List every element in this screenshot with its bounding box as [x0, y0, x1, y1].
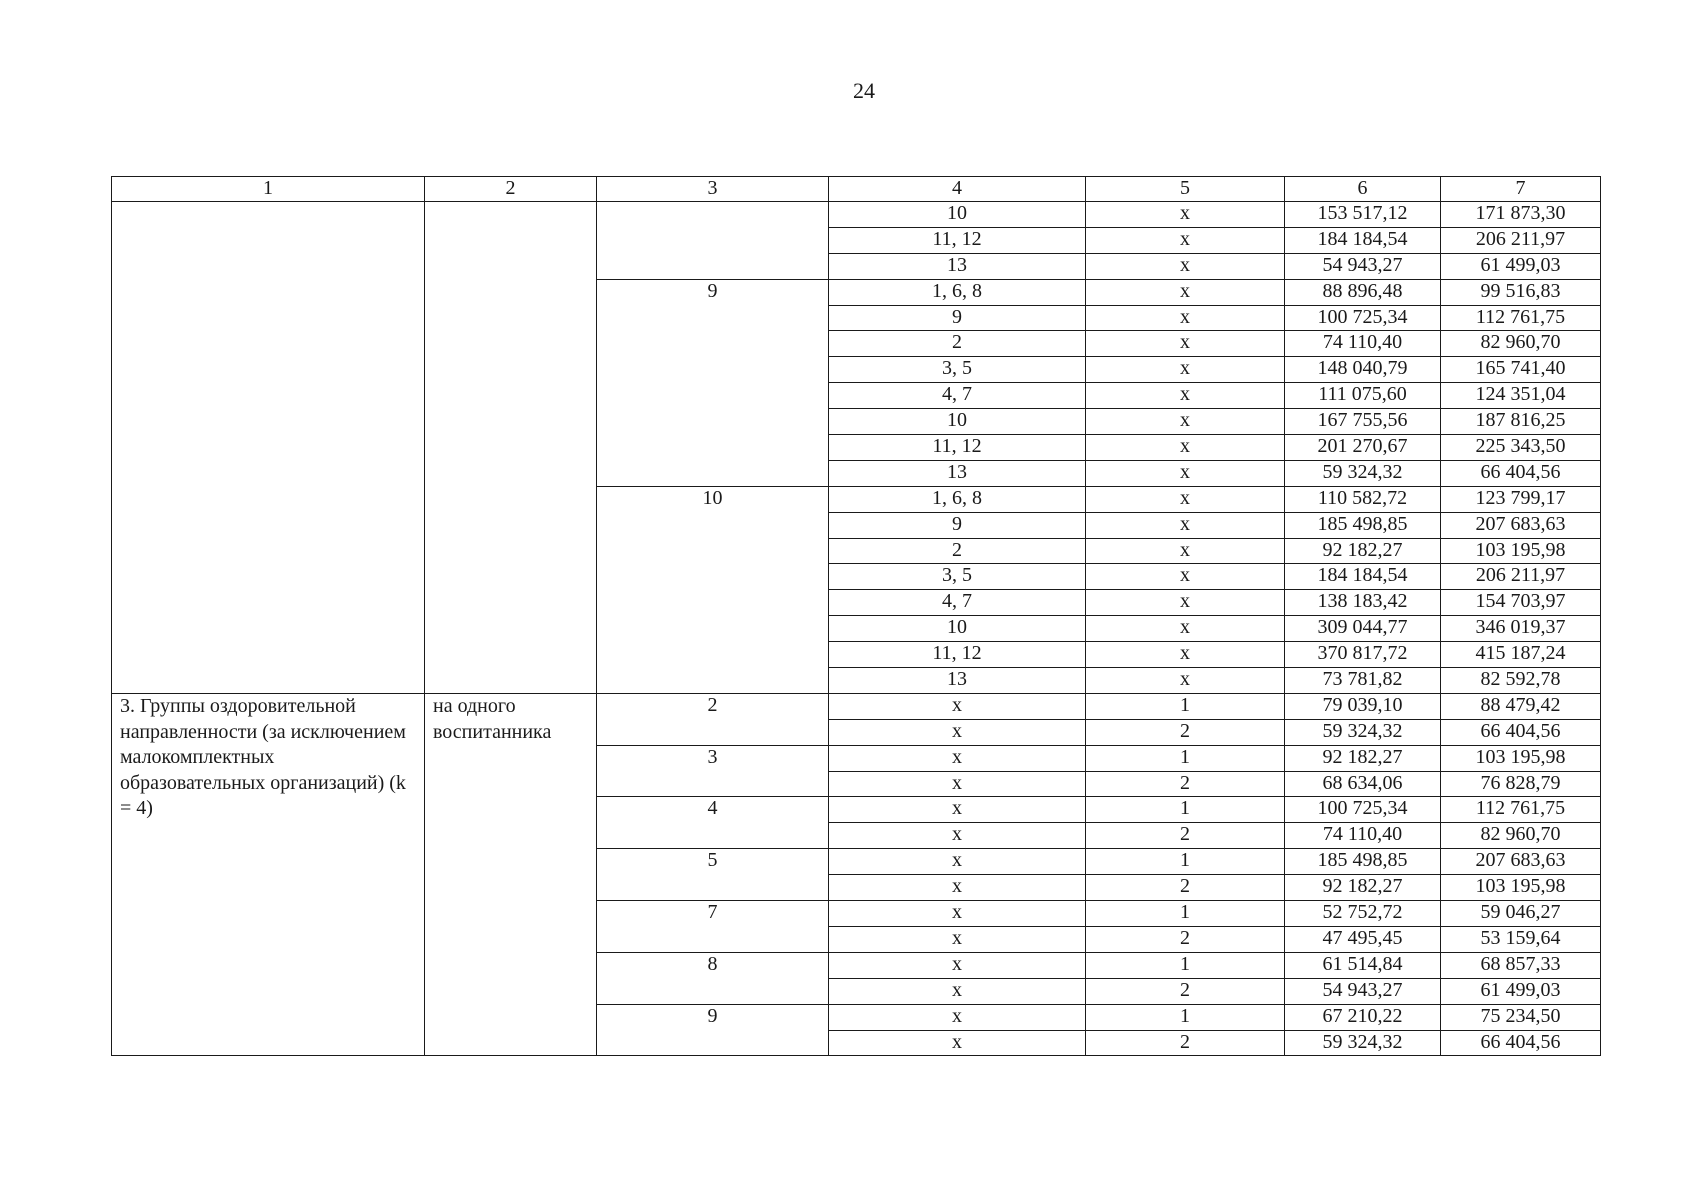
- table-row: [112, 202, 1601, 228]
- cell-col6: 148 040,79: [1285, 357, 1441, 383]
- cell-col6: 110 582,72: [1285, 486, 1441, 512]
- cell-col4: 9: [829, 305, 1086, 331]
- cell-col5: x: [1086, 202, 1285, 228]
- cell-col7: 112 761,75: [1441, 305, 1601, 331]
- cell-col6: 167 755,56: [1285, 409, 1441, 435]
- cell-col7: 154 703,97: [1441, 590, 1601, 616]
- column-number: 5: [1086, 177, 1285, 202]
- column-number: 6: [1285, 177, 1441, 202]
- cell-col3: 3: [597, 745, 829, 797]
- cell-col5: x: [1086, 305, 1285, 331]
- cell-col6: 184 184,54: [1285, 227, 1441, 253]
- cell-col6: 59 324,32: [1285, 1030, 1441, 1056]
- page-number: 24: [853, 78, 875, 103]
- cell-col4: x: [829, 1030, 1086, 1056]
- cell-col4: 10: [829, 409, 1086, 435]
- cell-col5: x: [1086, 486, 1285, 512]
- cell-col5: 1: [1086, 849, 1285, 875]
- cell-col6: 54 943,27: [1285, 978, 1441, 1004]
- cell-col7: 123 799,17: [1441, 486, 1601, 512]
- cell-col3: 7: [597, 901, 829, 953]
- cell-col3: 8: [597, 952, 829, 1004]
- category-label: 3. Группы оздоровительной направленности (за исключением малокомплектных образовательных организаций) (k = 4): [112, 693, 425, 1055]
- cell-col7: 66 404,56: [1441, 460, 1601, 486]
- cell-col6: 54 943,27: [1285, 253, 1441, 279]
- cell-col7: 75 234,50: [1441, 1004, 1601, 1030]
- cell-col7: 171 873,30: [1441, 202, 1601, 228]
- cell-col6: 74 110,40: [1285, 331, 1441, 357]
- table-row: [112, 693, 1601, 719]
- unit-label: на одного воспитанника: [425, 693, 597, 1055]
- cell-col4: 9: [829, 512, 1086, 538]
- cell-col7: 82 592,78: [1441, 668, 1601, 694]
- cell-col4: x: [829, 978, 1086, 1004]
- cell-col4: 2: [829, 331, 1086, 357]
- cell-col4: x: [829, 771, 1086, 797]
- cell-col4: x: [829, 719, 1086, 745]
- cell-col4: 4, 7: [829, 383, 1086, 409]
- cell-col5: 2: [1086, 1030, 1285, 1056]
- cell-col4: 1, 6, 8: [829, 279, 1086, 305]
- cell-col5: 2: [1086, 771, 1285, 797]
- column-number: 1: [112, 177, 425, 202]
- cell-col5: x: [1086, 668, 1285, 694]
- cell-col3: 4: [597, 797, 829, 849]
- cell-col5: x: [1086, 279, 1285, 305]
- cell-col5: x: [1086, 409, 1285, 435]
- cell-col4: 4, 7: [829, 590, 1086, 616]
- cell-col6: 100 725,34: [1285, 797, 1441, 823]
- cell-col3: 9: [597, 279, 829, 486]
- cell-col7: 99 516,83: [1441, 279, 1601, 305]
- cell-col6: 153 517,12: [1285, 202, 1441, 228]
- cell-col7: 103 195,98: [1441, 875, 1601, 901]
- cell-col6: 61 514,84: [1285, 952, 1441, 978]
- cell-col6: 100 725,34: [1285, 305, 1441, 331]
- cell-col4: x: [829, 849, 1086, 875]
- cell-col6: 111 075,60: [1285, 383, 1441, 409]
- cell-col5: 1: [1086, 745, 1285, 771]
- tariff-table: [111, 176, 1601, 1056]
- cell-col5: x: [1086, 590, 1285, 616]
- cell-col7: 88 479,42: [1441, 693, 1601, 719]
- cell-col7: 103 195,98: [1441, 745, 1601, 771]
- cell-col7: 53 159,64: [1441, 926, 1601, 952]
- column-number: 7: [1441, 177, 1601, 202]
- cell-col7: 207 683,63: [1441, 512, 1601, 538]
- cell-col6: 47 495,45: [1285, 926, 1441, 952]
- cell-col6: 309 044,77: [1285, 616, 1441, 642]
- cell-col4: x: [829, 926, 1086, 952]
- cell-col6: 184 184,54: [1285, 564, 1441, 590]
- cell-col7: 415 187,24: [1441, 642, 1601, 668]
- cell-col4: 10: [829, 202, 1086, 228]
- cell-col4: x: [829, 745, 1086, 771]
- cell-col7: 82 960,70: [1441, 823, 1601, 849]
- cell-col6: 185 498,85: [1285, 512, 1441, 538]
- column-number-row: [112, 177, 1601, 202]
- cell-col5: x: [1086, 435, 1285, 461]
- cell-col6: 201 270,67: [1285, 435, 1441, 461]
- cell-col4: x: [829, 797, 1086, 823]
- cell-col5: x: [1086, 383, 1285, 409]
- cell-col7: 82 960,70: [1441, 331, 1601, 357]
- cell-col4: 10: [829, 616, 1086, 642]
- cell-col4: x: [829, 952, 1086, 978]
- cell-col4: x: [829, 823, 1086, 849]
- column-number: 4: [829, 177, 1086, 202]
- cell-col5: x: [1086, 253, 1285, 279]
- cell-col6: 59 324,32: [1285, 719, 1441, 745]
- cell-col6: 92 182,27: [1285, 745, 1441, 771]
- cell-col7: 207 683,63: [1441, 849, 1601, 875]
- cell-col4: 2: [829, 538, 1086, 564]
- cell-col6: 59 324,32: [1285, 460, 1441, 486]
- cell-col6: 88 896,48: [1285, 279, 1441, 305]
- cell-col5: 1: [1086, 901, 1285, 927]
- cell-col7: 112 761,75: [1441, 797, 1601, 823]
- cell-col5: 2: [1086, 978, 1285, 1004]
- cell-col3: 10: [597, 486, 829, 693]
- cell-col6: 74 110,40: [1285, 823, 1441, 849]
- cell-col5: 1: [1086, 952, 1285, 978]
- cell-col4: 11, 12: [829, 642, 1086, 668]
- cell-col5: x: [1086, 357, 1285, 383]
- cell-col4: 1, 6, 8: [829, 486, 1086, 512]
- cell-col7: 66 404,56: [1441, 1030, 1601, 1056]
- cell-col4: x: [829, 901, 1086, 927]
- cell-col5: x: [1086, 331, 1285, 357]
- cell-col6: 138 183,42: [1285, 590, 1441, 616]
- cell-col6: 79 039,10: [1285, 693, 1441, 719]
- cell-col7: 68 857,33: [1441, 952, 1601, 978]
- cell-col4: 3, 5: [829, 564, 1086, 590]
- cell-col6: 68 634,06: [1285, 771, 1441, 797]
- cell-col4: x: [829, 1004, 1086, 1030]
- cell-col6: 370 817,72: [1285, 642, 1441, 668]
- cell-col7: 206 211,97: [1441, 227, 1601, 253]
- cell-col4: 13: [829, 460, 1086, 486]
- cell-col1: [112, 202, 425, 694]
- cell-col6: 185 498,85: [1285, 849, 1441, 875]
- cell-col6: 92 182,27: [1285, 538, 1441, 564]
- cell-col6: 92 182,27: [1285, 875, 1441, 901]
- cell-col7: 59 046,27: [1441, 901, 1601, 927]
- cell-col3: 2: [597, 693, 829, 745]
- cell-col2: [425, 202, 597, 694]
- cell-col4: 11, 12: [829, 435, 1086, 461]
- cell-col5: 1: [1086, 797, 1285, 823]
- cell-col4: 3, 5: [829, 357, 1086, 383]
- cell-col7: 346 019,37: [1441, 616, 1601, 642]
- cell-col7: 187 816,25: [1441, 409, 1601, 435]
- cell-col5: 1: [1086, 693, 1285, 719]
- cell-col5: x: [1086, 616, 1285, 642]
- cell-col7: 165 741,40: [1441, 357, 1601, 383]
- cell-col4: 13: [829, 668, 1086, 694]
- cell-col5: x: [1086, 642, 1285, 668]
- cell-col3: 5: [597, 849, 829, 901]
- cell-col7: 124 351,04: [1441, 383, 1601, 409]
- cell-col6: 52 752,72: [1285, 901, 1441, 927]
- cell-col7: 66 404,56: [1441, 719, 1601, 745]
- cell-col6: 73 781,82: [1285, 668, 1441, 694]
- cell-col3: 9: [597, 1004, 829, 1056]
- cell-col5: x: [1086, 564, 1285, 590]
- cell-col5: x: [1086, 512, 1285, 538]
- cell-col4: 11, 12: [829, 227, 1086, 253]
- cell-col5: 1: [1086, 1004, 1285, 1030]
- cell-col4: 13: [829, 253, 1086, 279]
- cell-col7: 61 499,03: [1441, 253, 1601, 279]
- cell-col4: x: [829, 693, 1086, 719]
- cell-col5: 2: [1086, 823, 1285, 849]
- column-number: 3: [597, 177, 829, 202]
- cell-col5: x: [1086, 227, 1285, 253]
- cell-col5: x: [1086, 538, 1285, 564]
- cell-col5: 2: [1086, 875, 1285, 901]
- cell-col5: x: [1086, 460, 1285, 486]
- cell-col7: 103 195,98: [1441, 538, 1601, 564]
- cell-col7: 225 343,50: [1441, 435, 1601, 461]
- cell-col7: 76 828,79: [1441, 771, 1601, 797]
- cell-col6: 67 210,22: [1285, 1004, 1441, 1030]
- cell-col5: 2: [1086, 926, 1285, 952]
- table-body: [112, 177, 1601, 1056]
- cell-col7: 61 499,03: [1441, 978, 1601, 1004]
- cell-col5: 2: [1086, 719, 1285, 745]
- cell-col7: 206 211,97: [1441, 564, 1601, 590]
- column-number: 2: [425, 177, 597, 202]
- cell-col4: x: [829, 875, 1086, 901]
- cell-col3: [597, 202, 829, 280]
